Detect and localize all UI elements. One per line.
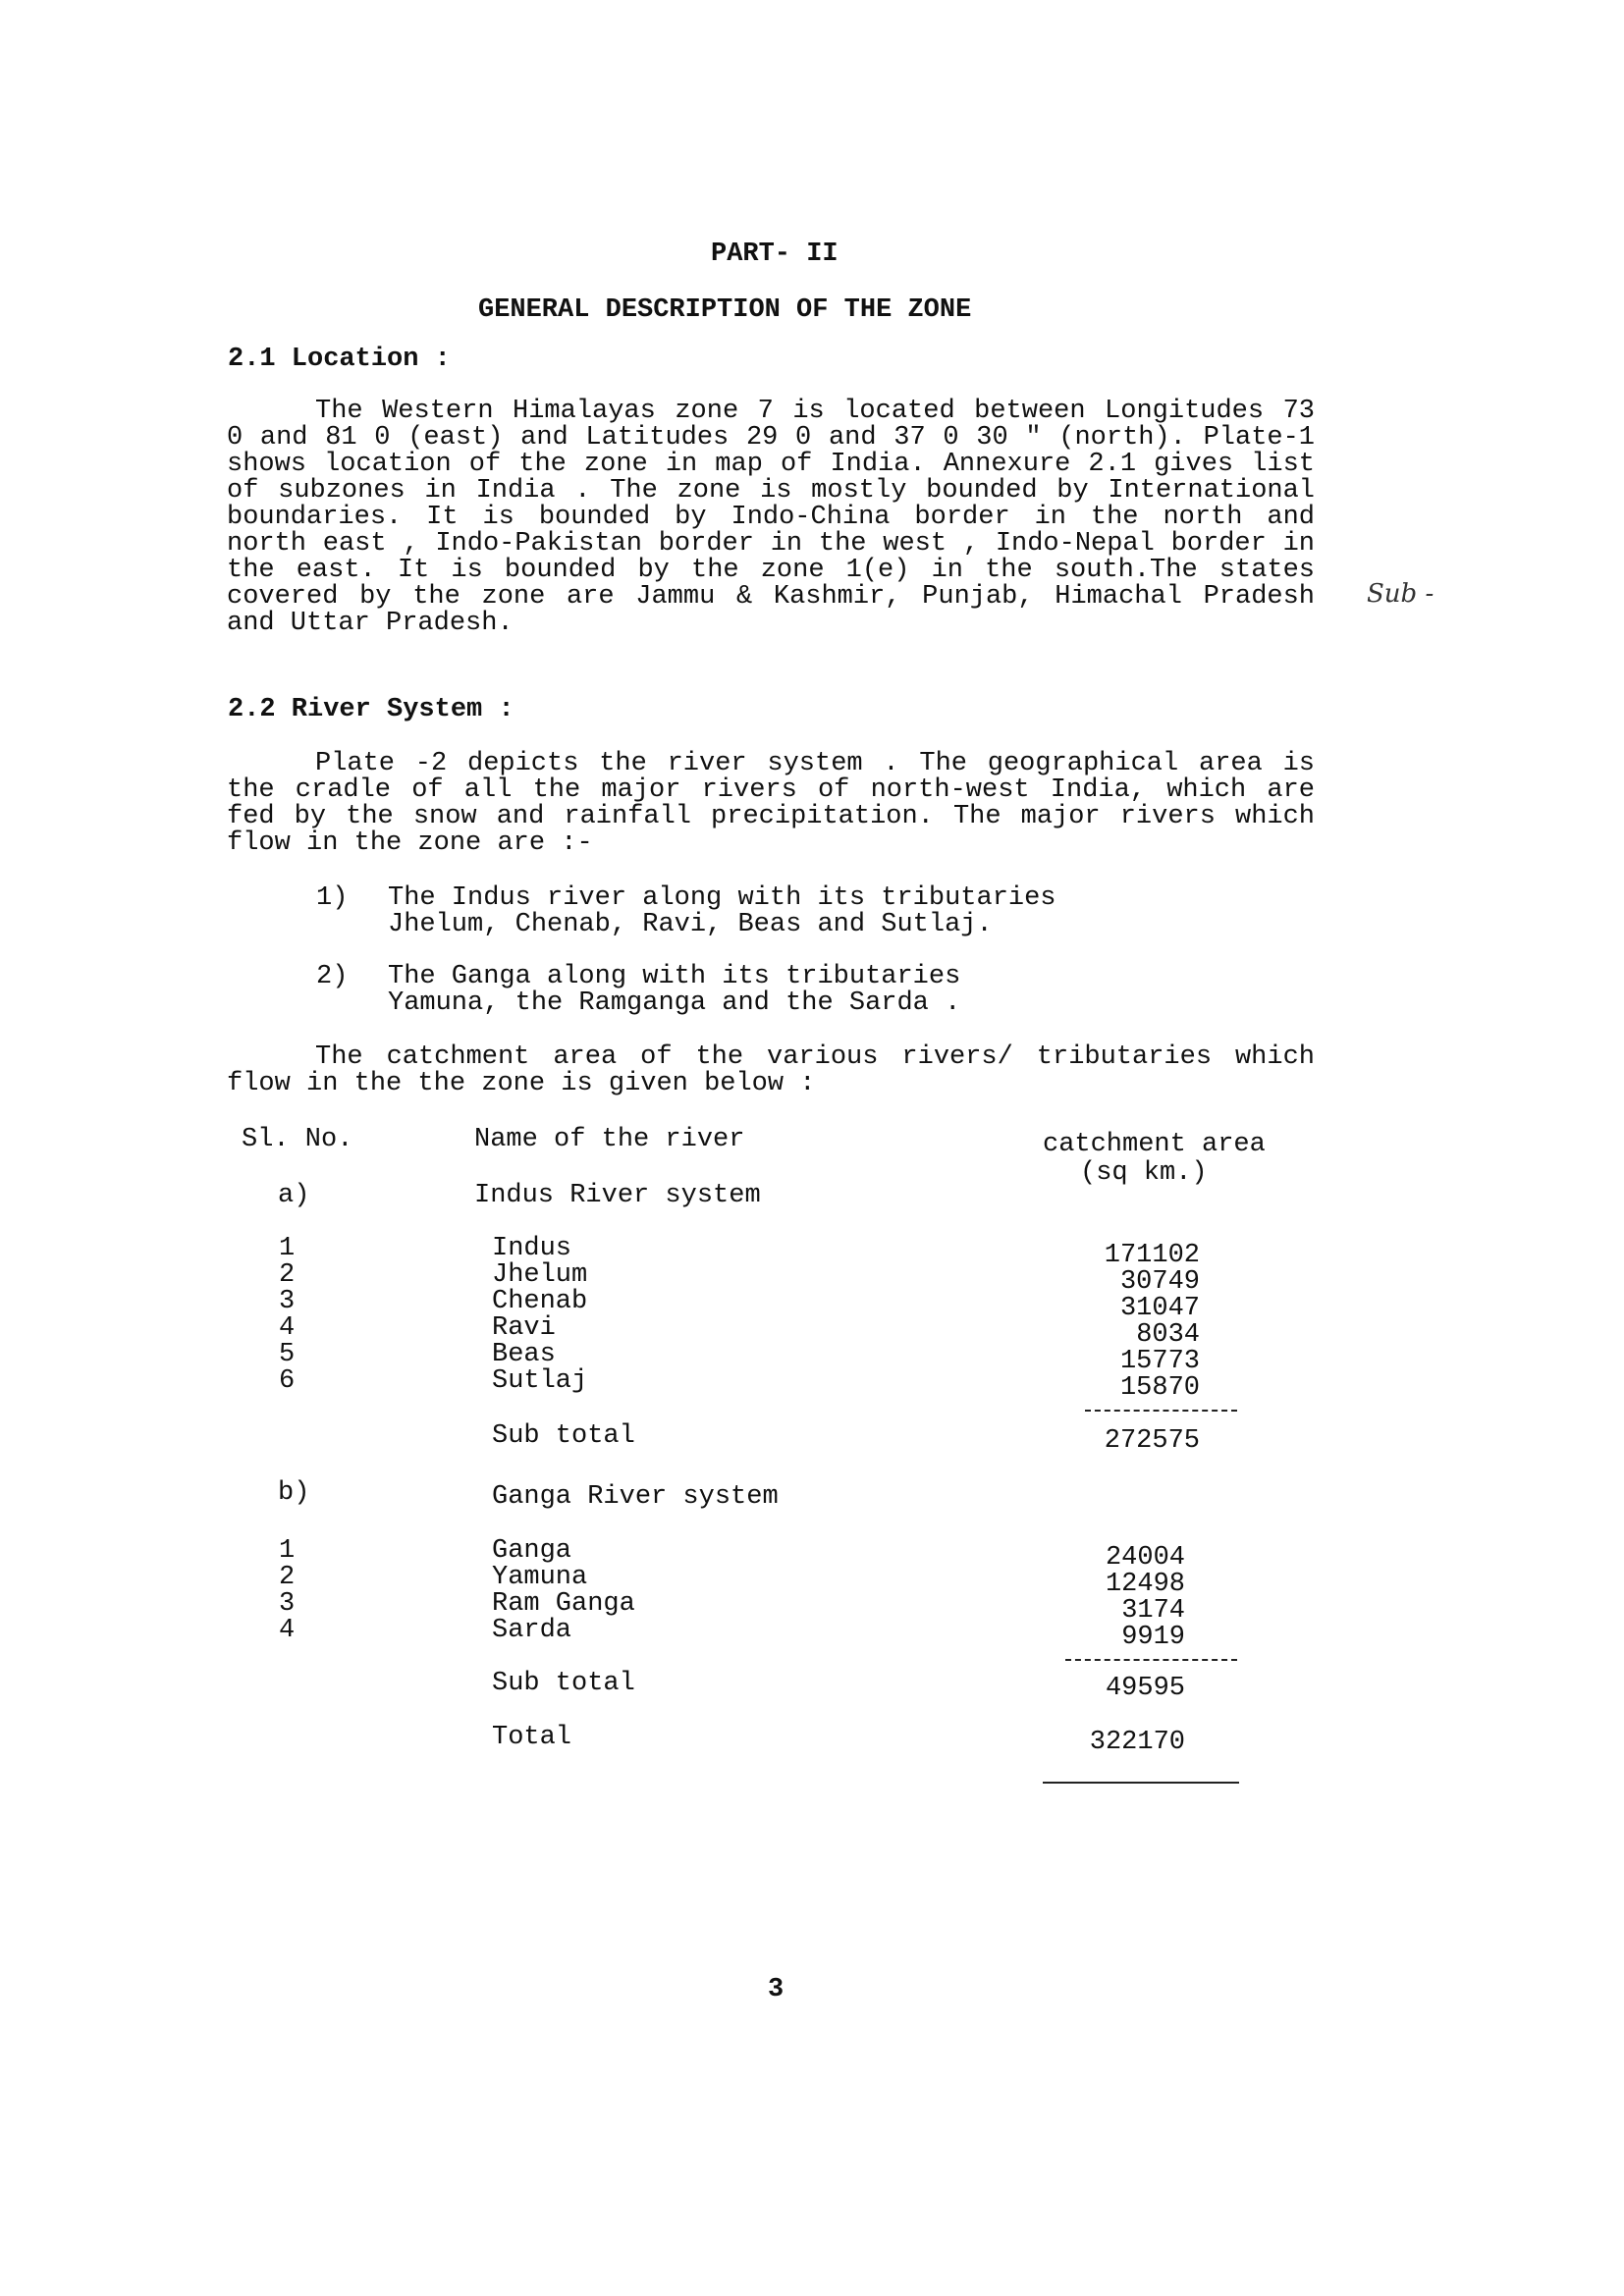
- subtotal-value: 49595: [1105, 1674, 1185, 1703]
- subtotal-rule: [1065, 1659, 1237, 1661]
- list-item-line: Yamuna, the Ramganga and the Sarda .: [388, 988, 961, 1018]
- table-row-sl: 3: [279, 1287, 296, 1316]
- table-row-area: 30749: [1119, 1267, 1200, 1297]
- table-row-area: 8034: [1136, 1320, 1200, 1350]
- river-system-paragraph: Plate -2 depicts the river system . The geographical area is the cradle of all the major rivers of north-west India, which are fed by the snow and rainfall precipitation. The major rivers which flow in the zone are :-: [227, 749, 1315, 858]
- list-item-line: Jhelum, Chenab, Ravi, Beas and Sutlaj.: [388, 910, 993, 939]
- col-header-area: catchment area: [1043, 1130, 1266, 1159]
- list-item-line: The Indus river along with its tributaries: [388, 883, 1056, 913]
- total-label: Total: [492, 1723, 572, 1752]
- table-row-sl: 2: [279, 1563, 296, 1592]
- table-row-area: 15870: [1119, 1373, 1200, 1403]
- table-row-name: Sarda: [492, 1616, 572, 1645]
- group-label: b): [278, 1478, 310, 1508]
- table-row-name: Sutlaj: [492, 1366, 588, 1396]
- table-row-name: Jhelum: [492, 1260, 588, 1290]
- catchment-intro: The catchment area of the various rivers/ tributaries which flow in the the zone is given below :: [227, 1042, 1315, 1098]
- table-row-name: Ram Ganga: [492, 1589, 635, 1619]
- location-paragraph: The Western Himalayas zone 7 is located between Longitudes 73 0 and 81 0 (east) and Latitudes 29 0 and 37 0 30 " (north). Plate-1 shows location of the zone in map of India. Annexure 2.1 gives list of subzones in India . The zone is mostly bounded by International boundaries. It is bounded by Indo-China border in the north and north east , Indo-Pakistan border in the west , Indo-Nepal border in the east. It is bounded by the zone 1(e) in the south.The states covered by the zone are Jammu & Kashmir, Punjab, Himachal Pradesh and Uttar Pradesh.: [227, 397, 1315, 638]
- table-row-area: 9919: [1121, 1623, 1185, 1652]
- table-row-sl: 1: [279, 1536, 296, 1566]
- group-label: a): [278, 1181, 310, 1210]
- subtotal-label: Sub total: [492, 1421, 635, 1451]
- group-title: Indus River system: [474, 1181, 761, 1210]
- subtotal-value: 272575: [1104, 1426, 1200, 1456]
- list-item-number: 2): [316, 962, 349, 991]
- table-row-sl: 5: [279, 1340, 296, 1369]
- table-row-area: 3174: [1121, 1596, 1185, 1626]
- section-title: GENERAL DESCRIPTION OF THE ZONE: [478, 295, 972, 325]
- table-row-sl: 6: [279, 1366, 296, 1396]
- table-row-sl: 4: [279, 1313, 296, 1343]
- table-row-name: Ganga: [492, 1536, 572, 1566]
- table-row-name: Indus: [492, 1234, 572, 1263]
- col-header-name: Name of the river: [474, 1125, 745, 1154]
- col-header-sl: Sl. No.: [242, 1125, 353, 1154]
- total-rule: [1043, 1782, 1239, 1784]
- table-row-area: 24004: [1105, 1543, 1185, 1573]
- table-row-sl: 2: [279, 1260, 296, 1290]
- table-row-name: Yamuna: [492, 1563, 588, 1592]
- table-row-area: 12498: [1105, 1570, 1185, 1599]
- list-item-line: The Ganga along with its tributaries: [388, 962, 961, 991]
- river-system-heading: 2.2 River System :: [228, 695, 514, 724]
- table-row-name: Beas: [492, 1340, 556, 1369]
- table-row-area: 15773: [1119, 1347, 1200, 1376]
- table-row-sl: 1: [279, 1234, 296, 1263]
- subtotal-label: Sub total: [492, 1669, 635, 1698]
- table-row-sl: 4: [279, 1616, 296, 1645]
- subtotal-rule: [1085, 1410, 1237, 1412]
- part-heading: PART- II: [711, 240, 839, 269]
- group-title: Ganga River system: [492, 1482, 779, 1512]
- list-item-number: 1): [316, 883, 349, 913]
- table-row-name: Chenab: [492, 1287, 588, 1316]
- table-row-name: Ravi: [492, 1313, 556, 1343]
- table-row-sl: 3: [279, 1589, 296, 1619]
- page-number: 3: [768, 1975, 785, 2004]
- location-heading: 2.1 Location :: [228, 345, 451, 374]
- total-value: 322170: [1089, 1728, 1185, 1757]
- table-row-area: 171102: [1104, 1241, 1200, 1270]
- col-header-unit: (sq km.): [1080, 1158, 1208, 1188]
- margin-note: Sub -: [1367, 579, 1435, 609]
- table-row-area: 31047: [1119, 1294, 1200, 1323]
